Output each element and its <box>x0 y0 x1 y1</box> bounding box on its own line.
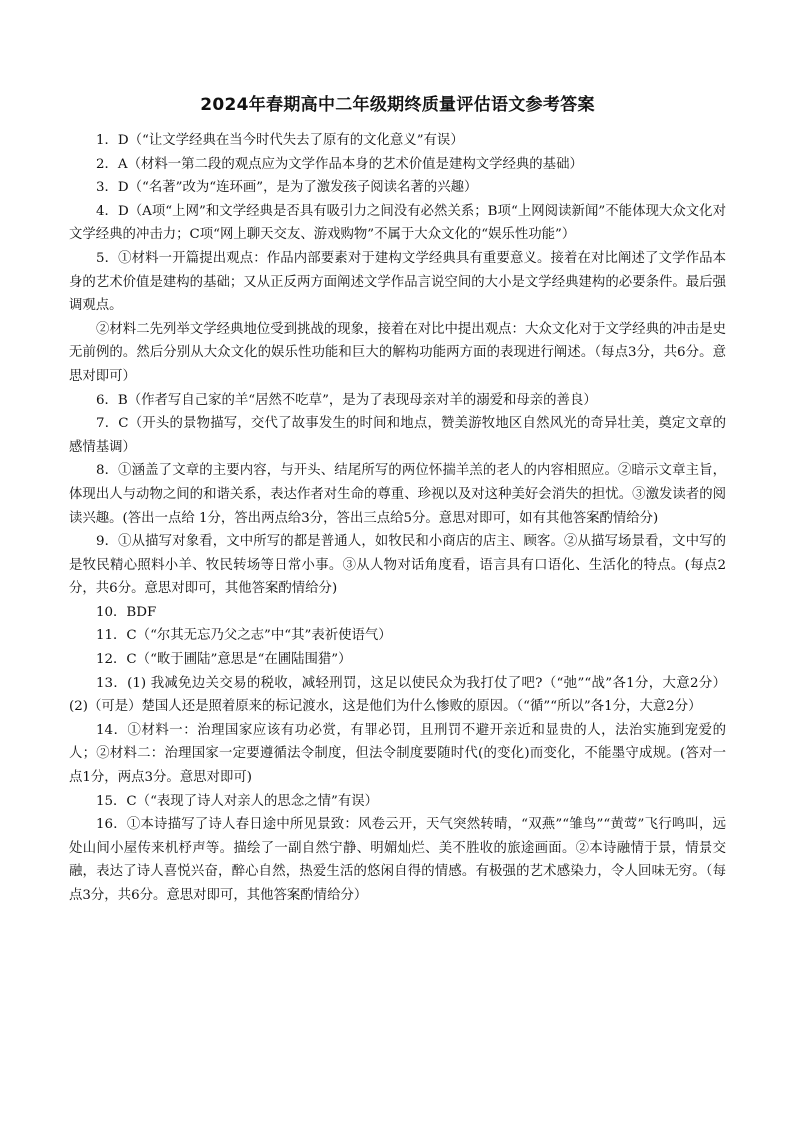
answer-7: 7．C（开头的景物描写，交代了故事发生的时间和地点，赞美游牧地区自然风光的奇异壮美，奠定文章的感情基调） <box>69 416 726 455</box>
answer-14: 14．①材料一：治理国家应该有功必赏，有罪必罚，且刑罚不避开亲近和显贵的人，法治实施到宠爱的人；②材料二：治理国家一定要遵循法令制度，但法令制度要随时代(的变化)而变化，不能墨守成规。(答对一点1分，两点3分。意思对即可) <box>69 722 726 786</box>
answer-3: 3．D（“名著”改为“连环画”，是为了激发孩子阅读名著的兴趣） <box>96 180 478 196</box>
answer-8: 8．①涵盖了文章的主要内容，与开头、结尾所写的两位怀揣羊羔的老人的内容相照应。②暗示文章主旨，体现出人与动物之间的和谐关系，表达作者对生命的尊重、珍视以及对这种美好会消失的担忧。③激发读者的阅读兴趣。(答出一点给 1分，答出两点给3分，答出三点给5分。意思对即可，如有其他答案酌情给分) <box>69 463 726 526</box>
answer-15: 15．C（“表现了诗人对亲人的思念之情”有误） <box>96 793 379 809</box>
answer-list <box>69 129 726 908</box>
answer-11: 11．C（“尔其无忘乃父之志”中“其”表祈使语气） <box>96 628 392 644</box>
document-title: 2024年春期高中二年级期终质量评估语文参考答案 <box>200 95 595 115</box>
answer-9: 9．①从描写对象看，文中所写的都是普通人，如牧民和小商店的店主、顾客。②从描写场景看，文中写的是牧民精心照料小羊、牧民转场等日常小事。③从人物对话角度看，语言具有口语化、生活化的特点。(每点2分，共6分。意思对即可，其他答案酌情给分) <box>69 534 726 597</box>
answer-5-part-2: ②材料二先列举文学经典地位受到挑战的现象，接着在对比中提出观点：大众文化对于文学经典的冲击是史无前例的。然后分别从大众文化的娱乐性功能和巨大的解构功能两方面的表现进行阐述。（每点3分，共6分。意思对即可） <box>69 321 726 384</box>
answer-6: 6．B（作者写自己家的羊“居然不吃草”，是为了表现母亲对羊的溺爱和母亲的善良） <box>96 392 597 408</box>
answer-2: 2．A（材料一第二段的观点应为文学作品本身的艺术价值是建构文学经典的基础） <box>96 156 583 172</box>
answer-4: 4．D（A项“上网”和文学经典是否具有吸引力之间没有必然关系；B项“上网阅读新闻”不能体现大众文化对文学经典的冲击力；C项“网上聊天交友、游戏购物”不属于大众文化的“娱乐性功能”） <box>69 203 726 243</box>
answer-12: 12．C（“畋于圃陆”意思是“在圃陆围猎”） <box>96 652 352 668</box>
answer-5-part-1: 5．①材料一开篇提出观点：作品内部要素对于建构文学经典具有重要意义。接着在对比阐述了文学作品本身的艺术价值是建构的基础；又从正反两方面阐述文学作品言说空间的大小是文学经典建构的必要条件。最后强调观点。 <box>69 250 726 314</box>
answer-13: 13．(1) 我减免边关交易的税收，减轻刑罚，这足以使民众为我打仗了吧?（“弛”“战”各1分，大意2分）(2)（可是）楚国人还是照着原来的标记渡水，这是他们为什么惨败的原因。（“循”“所以”各1分，大意2分） <box>69 675 726 715</box>
answer-10: 10．BDF <box>96 604 157 620</box>
answer-16: 16．①本诗描写了诗人春日途中所见景致：风卷云开，天气突然转晴，“双燕”“雏鸟”“黄莺”飞行鸣叫，远处山间小屋传来机杼声等。描绘了一副自然宁静、明媚灿烂、美不胜收的旅途画面。②本诗融情于景，情景交融，表达了诗人喜悦兴奋，醉心自然，热爱生活的悠闲自得的情感。有极强的艺术感染力，令人回味无穷。（每点3分，共6分。意思对即可，其他答案酌情给分） <box>69 817 726 903</box>
answer-1: 1．D（“让文学经典在当今时代失去了原有的文化意义”有误） <box>96 133 464 148</box>
